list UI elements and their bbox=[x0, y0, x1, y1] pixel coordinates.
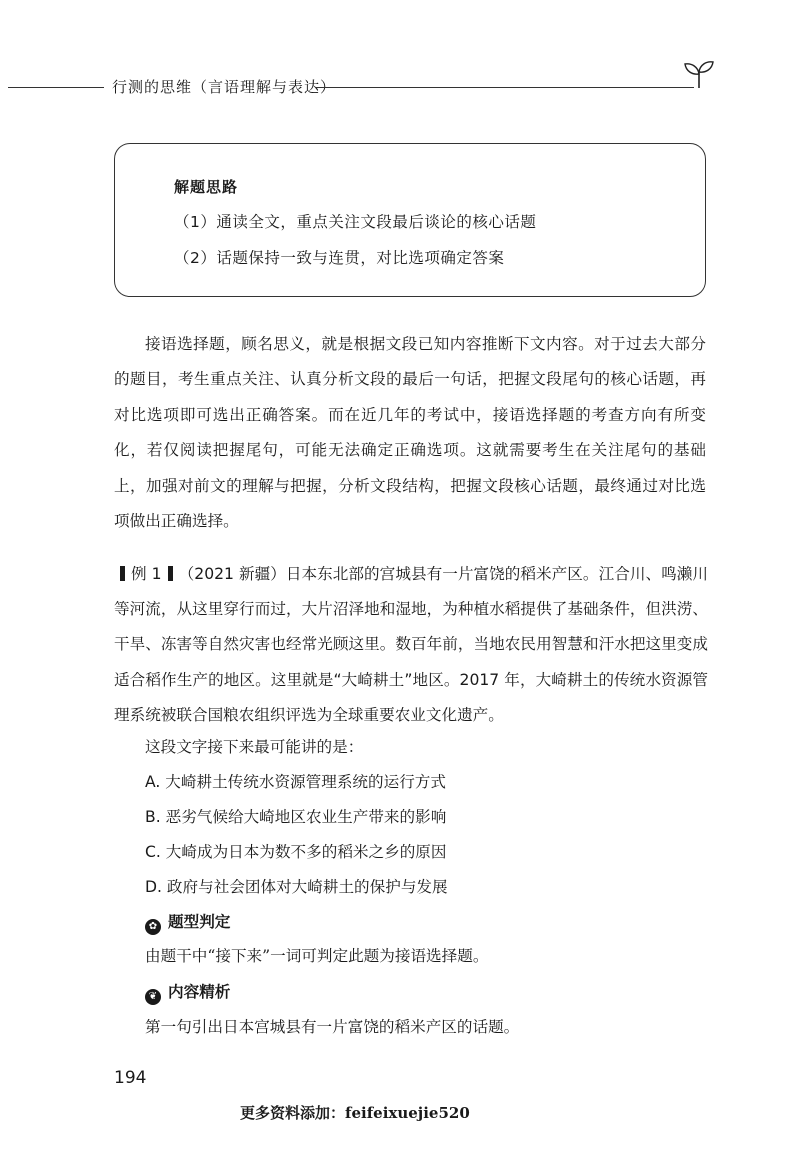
question-stem: 这段文字接下来最可能讲的是： bbox=[145, 738, 364, 756]
example-source: （2021 新疆） bbox=[178, 565, 286, 583]
section-text: 第一句引出日本宫城县有一片富饶的稻米产区的话题。 bbox=[145, 1018, 520, 1036]
example-passage bbox=[114, 557, 708, 733]
page-number: 194 bbox=[114, 1068, 147, 1088]
gear-icon: ✿ bbox=[145, 919, 161, 935]
section-title: 题型判定 bbox=[168, 913, 231, 931]
section-question-type bbox=[145, 910, 230, 935]
section-title: 内容精析 bbox=[168, 983, 231, 1001]
sprout-icon bbox=[682, 58, 716, 90]
tips-step-1: （1）通读全文，重点关注文段最后谈论的核心话题 bbox=[174, 213, 537, 231]
footer-note: 更多资料添加：feifeixuejie520 bbox=[240, 1104, 470, 1122]
section-text: 由题干中“接下来”一词可判定此题为接语选择题。 bbox=[145, 947, 489, 965]
example-marker-left bbox=[120, 566, 125, 581]
header-rule-right bbox=[316, 87, 694, 88]
option-c: C. 大崎成为日本为数不多的稻米之乡的原因 bbox=[145, 843, 447, 861]
example-passage-text: 日本东北部的宫城县有一片富饶的稻米产区。江合川、鸣濑川等河流，从这里穿行而过，大片沼泽地和湿地，为种植水稻提供了基础条件，但洪涝、干旱、冻害等自然灾害也经常光顾这里。数百年前，当地农民用智慧和汗水把这里变成适合稻作生产的地区。这里就是“大崎耕土”地区。2017 年，大崎耕土的传统水资源管理系统被联合国粮农组织评选为全球重要农业文化遗产。 bbox=[114, 565, 708, 724]
tips-step-2: （2）话题保持一致与连贯，对比选项确定答案 bbox=[174, 249, 505, 267]
leaf-icon: ❦ bbox=[145, 989, 161, 1005]
section-content-analysis bbox=[145, 980, 230, 1005]
tips-title: 解题思路 bbox=[174, 178, 239, 196]
option-b: B. 恶劣气候给大崎地区农业生产带来的影响 bbox=[145, 808, 447, 826]
running-header-title: 行测的思维（言语理解与表达） bbox=[112, 78, 337, 96]
intro-paragraph: 接语选择题，顾名思义，就是根据文段已知内容推断下文内容。对于过去大部分的题目，考生重点关注、认真分析文段的最后一句话，把握文段尾句的核心话题，再对比选项即可选出正确答案。而在近几年的考试中，接语选择题的考查方向有所变化，若仅阅读把握尾句，可能无法确定正确选项。这就需要考生在关注尾句的基础上，加强对前文的理解与把握，分析文段结构，把握文段核心话题，最终通过对比选项做出正确选择。 bbox=[114, 335, 706, 531]
option-a: A. 大崎耕土传统水资源管理系统的运行方式 bbox=[145, 773, 446, 791]
option-d: D. 政府与社会团体对大崎耕土的保护与发展 bbox=[145, 878, 448, 896]
example-label: 例 1 bbox=[131, 565, 162, 583]
header-rule-left bbox=[8, 87, 104, 88]
example-marker-right bbox=[168, 566, 173, 581]
